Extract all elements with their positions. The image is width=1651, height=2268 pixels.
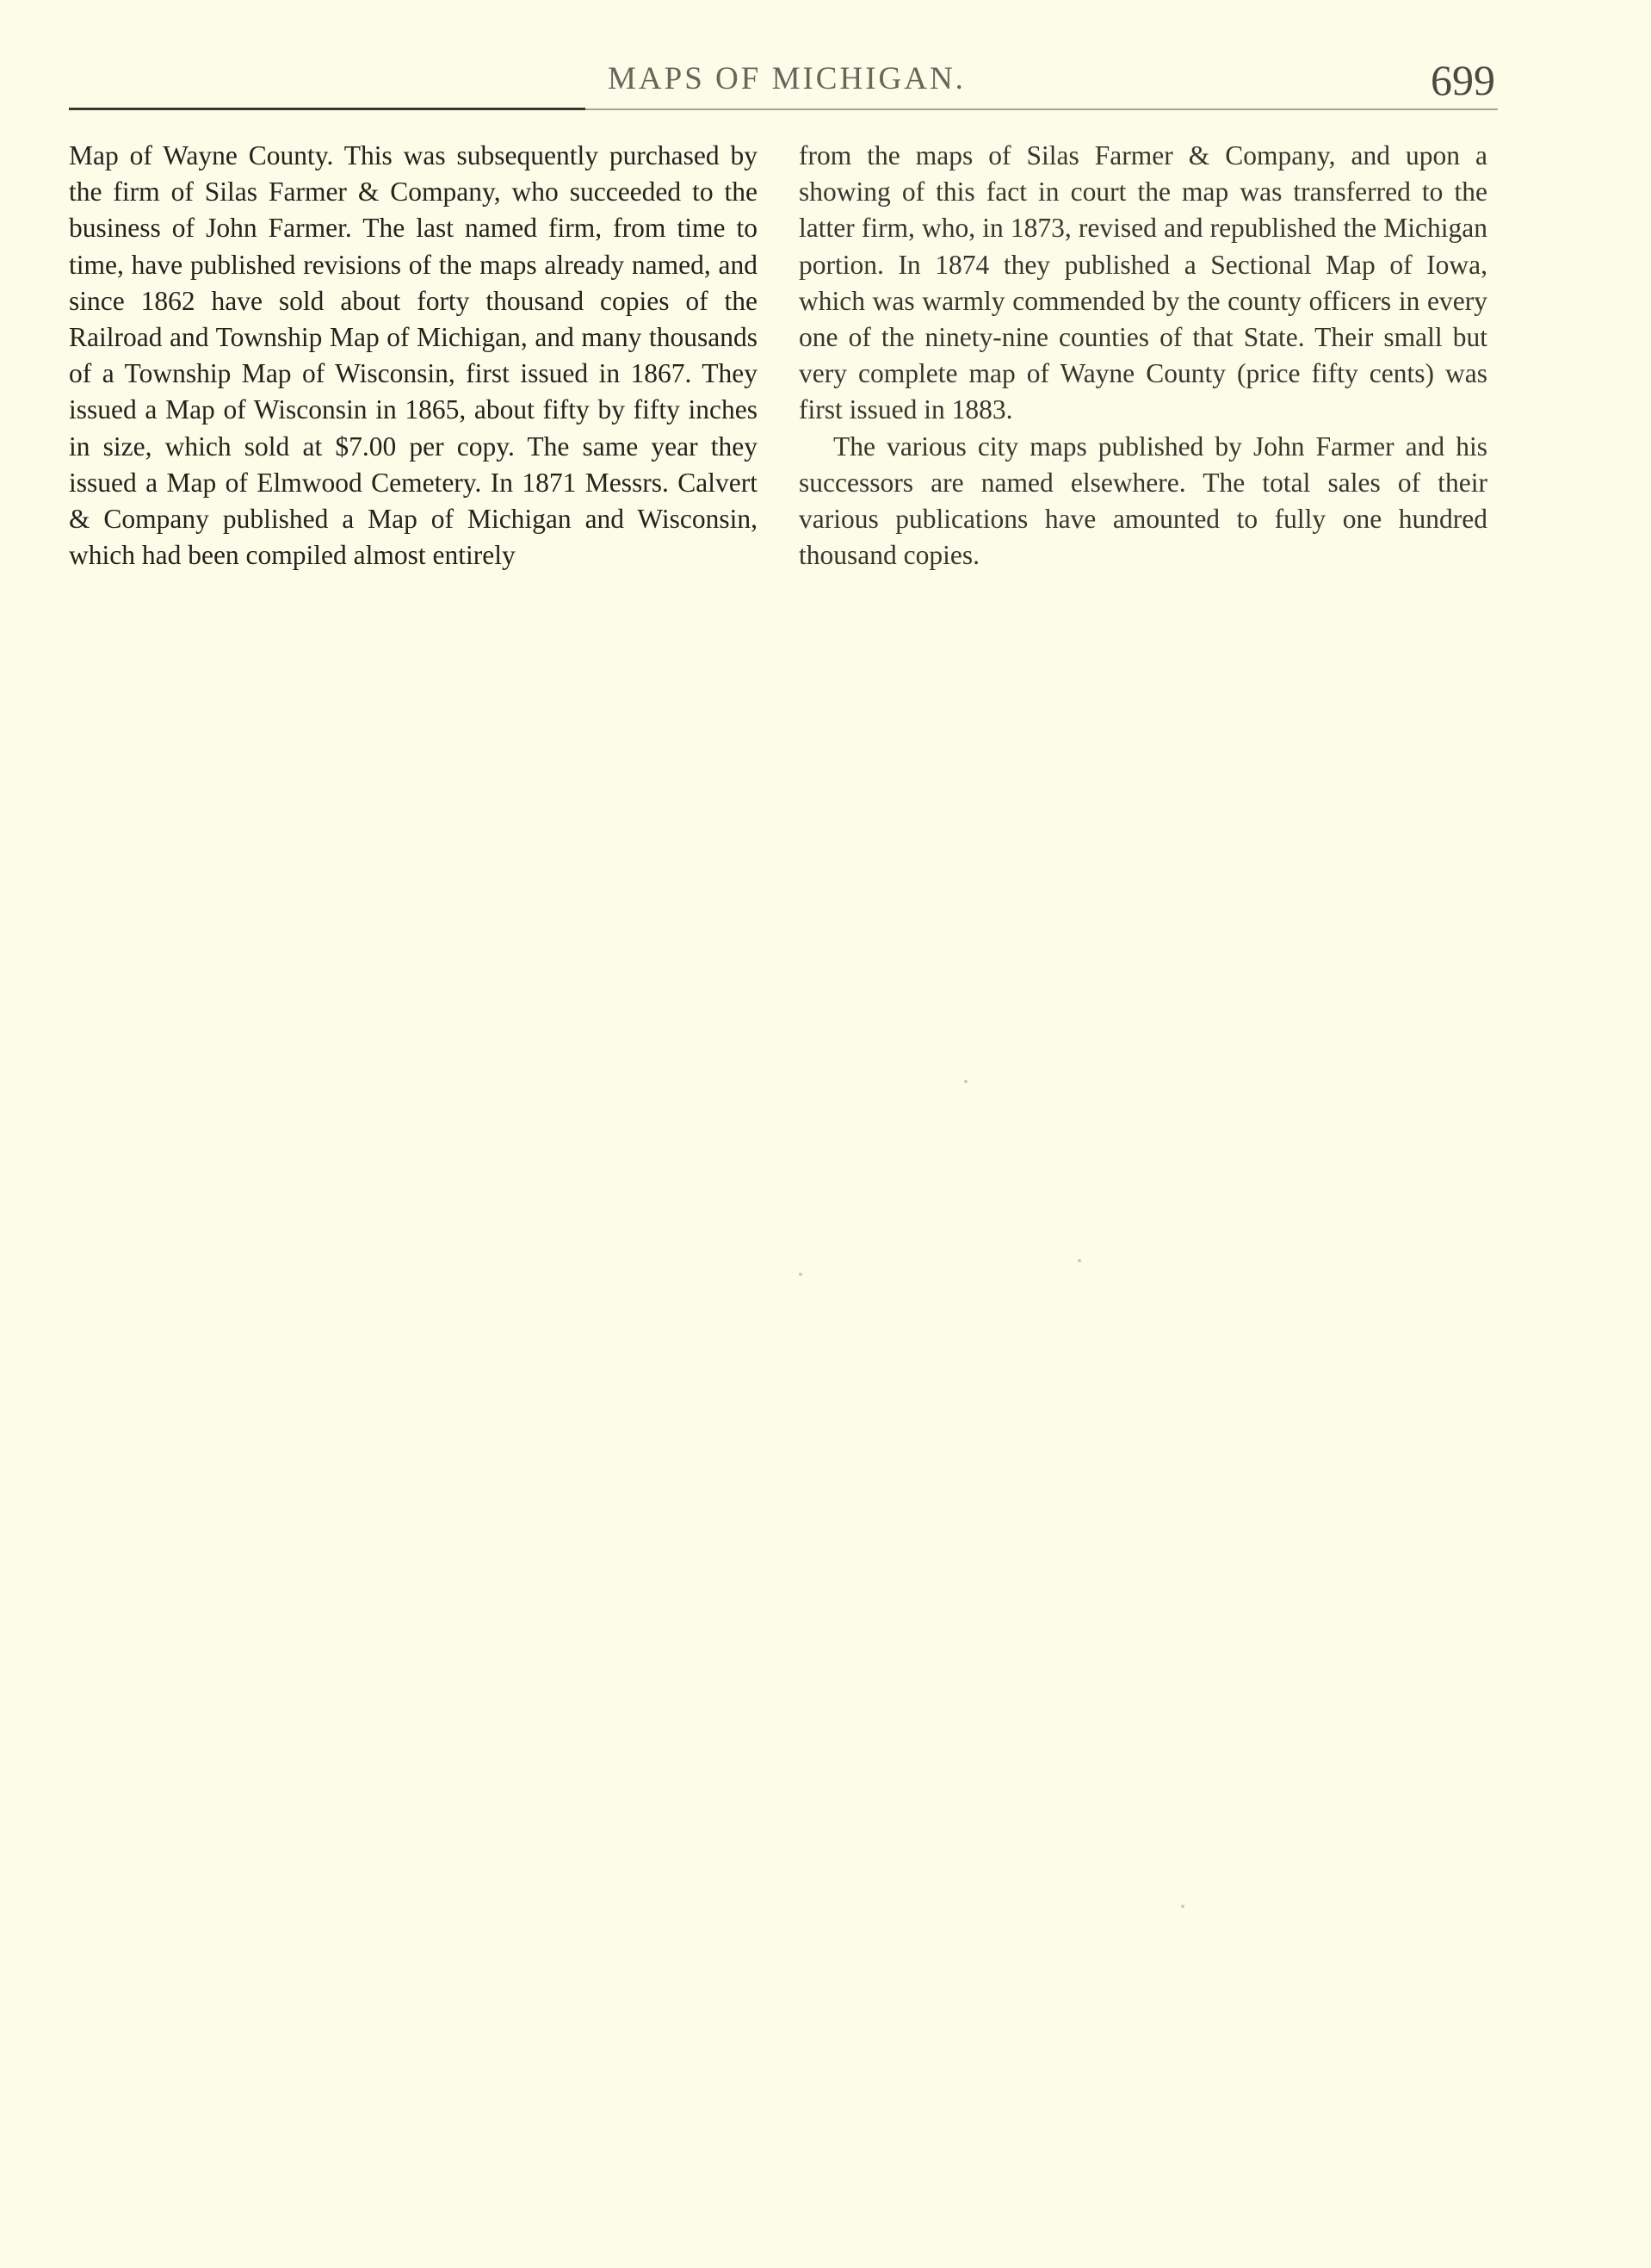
right-paragraph-2: The various city maps published by John Farmer and his successors are named elsewhere. The total sales of their various publications have amounted to fully one hundred thousand copies. — [799, 431, 1487, 571]
right-paragraph-1: from the maps of Silas Farmer & Company, and upon a showing of this fact in court the map was transferred to the latter firm, who, in 1873, revised and republished the Michigan portion. In 1874 they published a Sectional Map of Iowa, which was warmly commended by the county officers in every one of the ninety-nine counties of that State. Their small but very complete map of Wayne County (price fifty cents) was first issued in 1883. — [799, 140, 1487, 425]
paper-speck — [1078, 1259, 1081, 1262]
paper-speck — [964, 1080, 968, 1083]
right-column — [799, 138, 1487, 573]
header-rule-accent — [69, 108, 585, 110]
running-head — [0, 55, 1651, 107]
page-number: 699 — [1431, 56, 1495, 104]
left-paragraph-1: Map of Wayne County. This was subsequently purchased by the firm of Silas Farmer & Company, who succeeded to the business of John Farmer. The last named firm, from time to time, have published revisions of the maps already named, and since 1862 have sold about forty thousand copies of the Railroad and Township Map of Michigan, and many thousands of a Township Map of Wisconsin, first issued in 1867. They issued a Map of Wisconsin in 1865, about fifty by fifty inches in size, which sold at $7.00 per copy. The same year they issued a Map of Elmwood Cemetery. In 1871 Messrs. Calvert & Company published a Map of Michigan and Wisconsin, which had been compiled almost entirely — [69, 140, 757, 571]
running-title: MAPS OF MICHIGAN. — [608, 61, 966, 96]
left-column — [69, 138, 757, 573]
paper-speck — [1181, 1905, 1184, 1908]
paper-speck — [799, 1273, 802, 1276]
